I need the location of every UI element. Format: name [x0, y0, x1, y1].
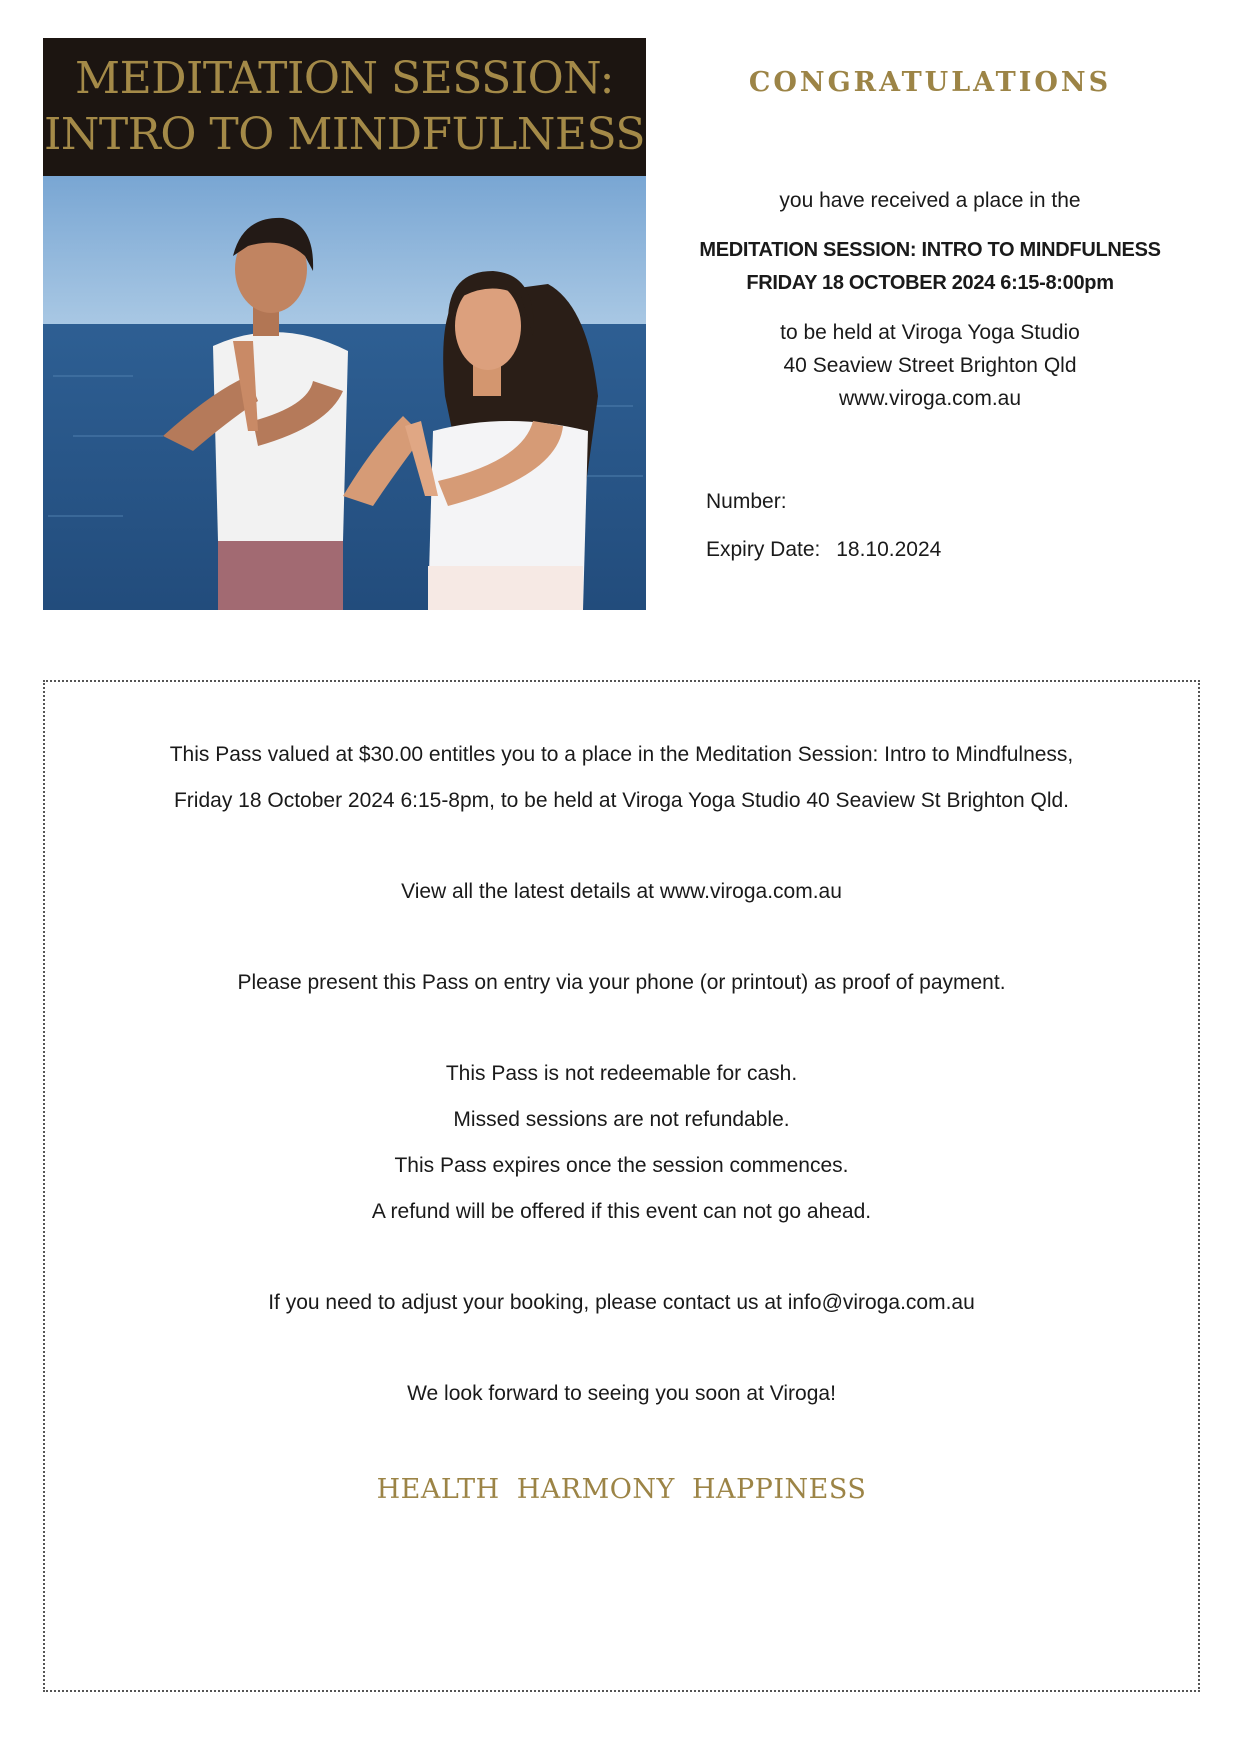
meditation-photo [43, 176, 646, 610]
present-line: Please present this Pass on entry via your phone (or printout) as proof of payment. [237, 971, 1006, 994]
pass-value-line1: This Pass valued at $30.00 entitles you to a place in the Meditation Session: Intro to Mindfulness, [169, 743, 1074, 766]
poster-title-banner [43, 38, 646, 176]
motto: HEALTH HARMONY HAPPINESS [376, 1474, 867, 1505]
rule-no-refund-missed: Missed sessions are not refundable. [453, 1108, 790, 1131]
session-title [680, 234, 1180, 300]
congratulations-heading: CONGRATULATIONS [748, 67, 1112, 98]
poster-title-line2: INTRO TO MINDFULNESS [44, 109, 645, 160]
session-date: FRIDAY 18 OCTOBER 2024 6:15-8:00pm [746, 272, 1114, 294]
pass-number-row [706, 478, 941, 526]
session-name: MEDITATION SESSION: INTRO TO MINDFULNESS [699, 239, 1161, 261]
rule-no-cash: This Pass is not redeemable for cash. [445, 1062, 798, 1085]
pass-summary [680, 60, 1180, 415]
pass-value-line2: Friday 18 October 2024 6:15-8pm, to be held at Viroga Yoga Studio 40 Seaview St Brighton Qld. [173, 789, 1070, 812]
expiry-value: 18.10.2024 [836, 538, 942, 561]
pass-number-label: Number: [706, 490, 787, 513]
rule-expiry: This Pass expires once the session commences. [394, 1154, 849, 1177]
details-line: View all the latest details at www.viroga.com.au [401, 880, 842, 903]
venue-website: www.viroga.com.au [838, 387, 1022, 410]
expiry-label: Expiry Date: [706, 538, 821, 561]
rule-refund-cancelled: A refund will be offered if this event can not go ahead. [371, 1200, 872, 1223]
expiry-row [706, 526, 941, 574]
venue-name: to be held at Viroga Yoga Studio [780, 321, 1080, 344]
terms-box [43, 680, 1200, 1692]
received-text: you have received a place in the [779, 189, 1081, 212]
farewell-line: We look forward to seeing you soon at Viroga! [407, 1382, 836, 1405]
poster-title-line1: MEDITATION SESSION: [75, 53, 614, 104]
contact-line: If you need to adjust your booking, please contact us at info@viroga.com.au [268, 1291, 975, 1314]
event-poster [43, 38, 646, 610]
venue-block [680, 316, 1180, 415]
venue-address: 40 Seaview Street Brighton Qld [783, 354, 1077, 377]
pass-details [706, 478, 941, 574]
